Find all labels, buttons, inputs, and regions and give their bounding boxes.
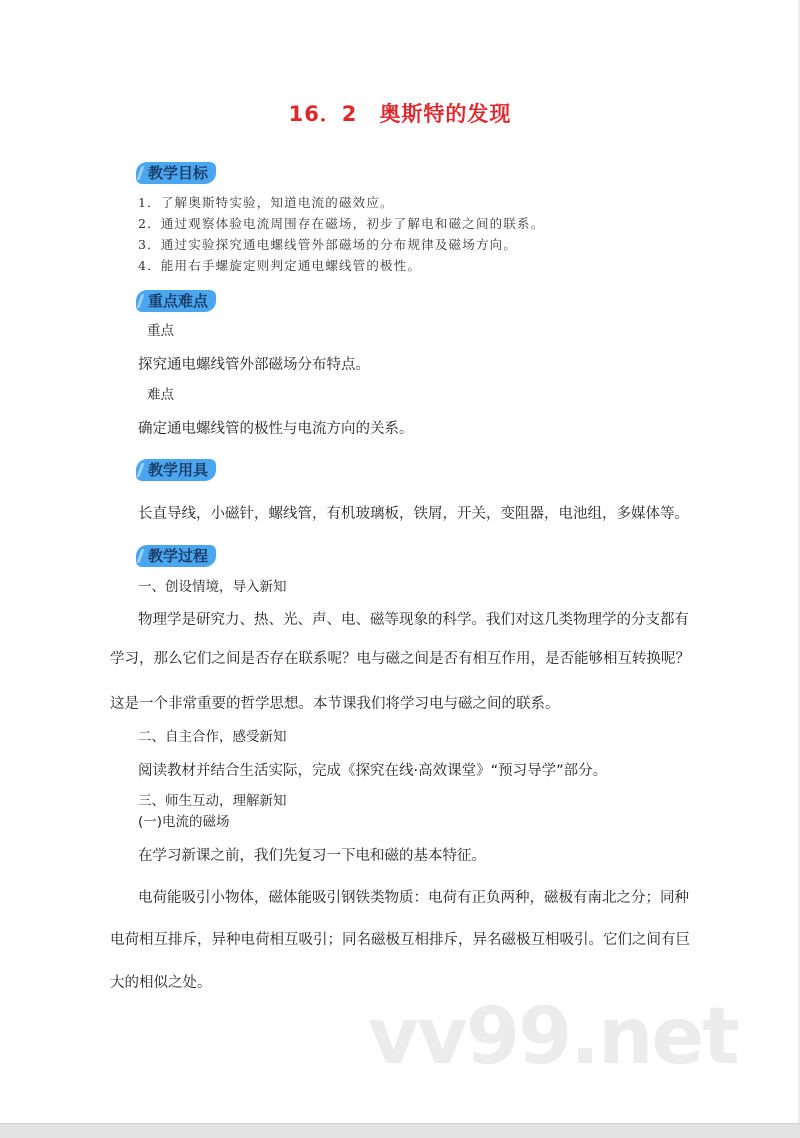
section-badge-key-points: 重点难点 <box>136 290 216 312</box>
sub1-heading: (一)电流的磁场 <box>138 814 230 830</box>
watermark: vv99.net <box>368 992 738 1082</box>
objective-item: 1．了解奥斯特实验，知道电流的磁效应。 <box>138 195 394 210</box>
paragraph-line: 电荷相互排斥，异种电荷相互吸引；同名磁极互相排斥，异名磁极互相吸引。它们之间有巨 <box>110 932 690 948</box>
paragraph-line: 物理学是研究力、热、光、声、电、磁等现象的科学。我们对这几类物理学的分支都有 <box>138 612 689 628</box>
difficulty-text: 确定通电螺线管的极性与电流方向的关系。 <box>138 421 414 437</box>
paragraph-line: 大的相似之处。 <box>110 975 212 991</box>
step3-heading: 三、师生互动，理解新知 <box>138 793 287 809</box>
section-badge-process: 教学过程 <box>136 545 216 567</box>
section-badge-tools: 教学用具 <box>136 459 216 481</box>
key-text: 探究通电螺线管外部磁场分布特点。 <box>138 357 370 373</box>
step2-text: 阅读教材并结合生活实际，完成《探究在线·高效课堂》“预习导学”部分。 <box>138 763 608 779</box>
section-badge-objectives: 教学目标 <box>136 162 216 184</box>
step1-heading: 一、创设情境，导入新知 <box>138 579 287 595</box>
page-bottom-bar <box>0 1123 800 1138</box>
objective-item: 2．通过观察体验电流周围存在磁场，初步了解电和磁之间的联系。 <box>138 216 545 231</box>
page-title: 16．2 奥斯特的发现 <box>288 102 512 126</box>
step2-heading: 二、自主合作，感受新知 <box>138 729 287 745</box>
sub1-intro: 在学习新课之前，我们先复习一下电和磁的基本特征。 <box>138 848 486 864</box>
objective-item: 4．能用右手螺旋定则判定通电螺线管的极性。 <box>138 258 422 273</box>
tools-text: 长直导线，小磁针，螺线管，有机玻璃板，铁屑，开关，变阻器，电池组，多媒体等。 <box>138 506 689 522</box>
key-label: 重点 <box>147 323 174 339</box>
paragraph-line: 这是一个非常重要的哲学思想。本节课我们将学习电与磁之间的联系。 <box>110 696 560 712</box>
paragraph-line: 电荷能吸引小物体，磁体能吸引钢铁类物质：电荷有正负两种，磁极有南北之分；同种 <box>138 890 689 906</box>
paragraph-line: 学习，那么它们之间是否存在联系呢？电与磁之间是否有相互作用，是否能够相互转换呢？ <box>110 651 690 667</box>
objective-item: 3．通过实验探究通电螺线管外部磁场的分布规律及磁场方向。 <box>138 237 518 252</box>
difficulty-label: 难点 <box>147 387 174 403</box>
